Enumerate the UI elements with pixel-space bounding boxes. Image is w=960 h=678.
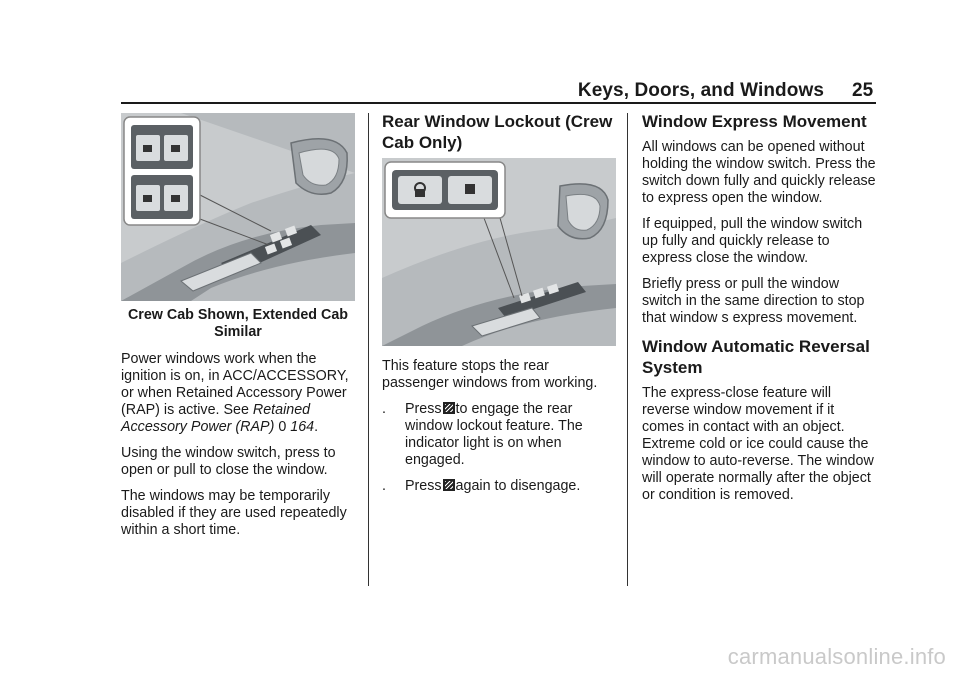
bullet-marker: . xyxy=(382,401,386,417)
paragraph: If equipped, pull the window switch up fully and quickly release to express close the window. xyxy=(642,216,863,266)
column-divider xyxy=(627,113,628,586)
page-number: 25 xyxy=(852,80,874,101)
window-lockout-icon xyxy=(443,402,455,414)
paragraph: This feature stops the rear passenger windows from working. xyxy=(382,358,598,391)
cross-reference-link[interactable]: Retained Accessory Power (RAP) xyxy=(121,402,311,435)
figure-caption: Crew Cab Shown, Extended Cab Similar xyxy=(127,307,349,340)
paragraph-text: Power windows work when the ignition is on, in ACC/ACCESSORY, or when Retained Accessory Power (RAP) is active. See xyxy=(121,351,349,418)
paragraph: The windows may be temporarily disabled if they are used repeatedly within a short time. xyxy=(121,488,347,538)
header-rule xyxy=(121,102,876,104)
paragraph: Briefly press or pull the window switch in the same direction to stop that window s express movement. xyxy=(642,276,865,326)
bullet-text: Press xyxy=(405,478,442,494)
list-item xyxy=(382,478,616,495)
section-title: Keys, Doors, and Windows xyxy=(577,80,824,101)
lockout-switch-illustration xyxy=(382,158,616,346)
section-heading: Window Automatic Reversal System xyxy=(642,337,870,377)
page-reference-number[interactable]: 164 xyxy=(290,419,315,435)
list-item xyxy=(382,401,616,469)
paragraph: The express-close feature will reverse window movement if it comes in contact with an object. Extreme cold or ice could cause the window to auto-reverse. The window will operate normally after the object or condition is removed. xyxy=(642,385,874,503)
paragraph: All windows can be opened without holding the window switch. Press the switch down fully and quickly release to express open the window. xyxy=(642,139,876,206)
column-divider xyxy=(368,113,369,586)
column-2 xyxy=(382,111,616,504)
window-switch-illustration xyxy=(121,113,355,301)
bullet-marker: . xyxy=(382,478,386,494)
bullet-text: again to disengage. xyxy=(455,478,581,494)
window-lockout-icon xyxy=(443,479,455,491)
bullet-text: to engage the rear window lockout feature. The indicator light is on when engaged. xyxy=(405,401,583,468)
paragraph: Power windows work when the ignition is on, in ACC/ACCESSORY, or when Retained Accessory Power (RAP) is active. See Retained Accessory Power (RAP) 0 164. xyxy=(121,351,349,435)
watermark: carmanualsonline.info xyxy=(727,644,946,669)
paragraph: Using the window switch, press to open or pull to close the window. xyxy=(121,445,336,478)
section-heading: Window Express Movement xyxy=(642,112,867,131)
bullet-text: Press xyxy=(405,401,442,417)
section-heading: Rear Window Lockout (Crew Cab Only) xyxy=(382,112,613,152)
page-reference-symbol: 0 xyxy=(278,419,287,435)
column-1 xyxy=(121,113,355,548)
column-3 xyxy=(642,111,876,513)
